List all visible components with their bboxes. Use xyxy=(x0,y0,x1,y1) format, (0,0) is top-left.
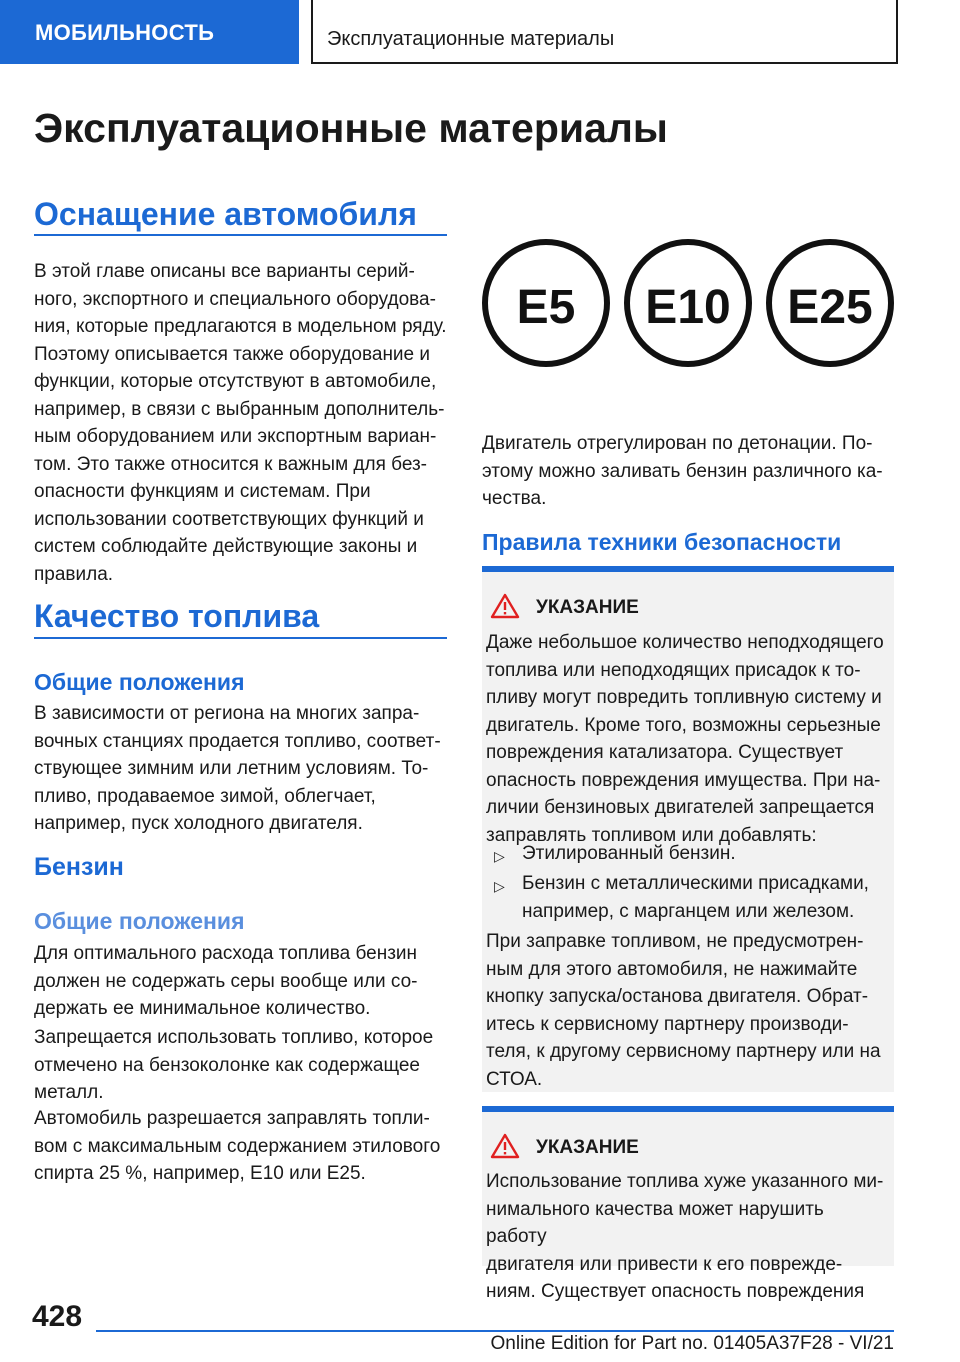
fuel-sign-e10: E10 xyxy=(624,239,752,367)
warning-triangle-icon xyxy=(490,1132,520,1160)
warning-box-1 xyxy=(482,566,894,1092)
bullet-marker: ▷ xyxy=(494,848,505,864)
breadcrumb-label: Эксплуатационные материалы xyxy=(327,28,615,50)
equipment-heading: Оснащение автомобиля xyxy=(34,196,417,232)
fuel-signs xyxy=(482,236,894,386)
fuel-sign-e25: E25 xyxy=(766,239,894,367)
petrol-text-1: Для оптимального расхода топлива бензин должен не содержать серы вообще или со- держать ее минимальное количество. xyxy=(34,943,418,1019)
petrol-text-3: Автомобиль разрешается заправлять топли- вом с максимальным содержанием этилового спирта 25 %, например, E10 или E25. xyxy=(34,1108,441,1184)
warning-text: Даже небольшое количество неподходящего топлива или неподходящих присадок к то- пливу могут повредить топливную систему и двигатель. Кроме того, возможны серьезные повреждения катализатора. Существует опасность повреждения имущества. При на- личии бензиновых двигателей запрещается заправлять топливом или добавлять: xyxy=(486,632,884,846)
bullet-item-2: Бензин с металлическими присадками, например, с марганцем или железом. xyxy=(522,873,869,922)
bullet-item-1: Этилированный бензин. xyxy=(522,843,736,864)
knock-text: Двигатель отрегулирован по детонации. По- этому можно заливать бензин различного ка- чества. xyxy=(482,433,883,509)
petrol-heading: Бензин xyxy=(34,853,124,881)
footer-rule xyxy=(96,1330,894,1332)
warning-box-2 xyxy=(482,1106,894,1302)
fuel-general-text: В зависимости от региона на многих запра- вочных станциях продается топливо, соответ- ствующее зимним или летним условиям. То- пливо, продаваемое зимой, облегчает, например, пуск холодного двигателя. xyxy=(34,703,441,834)
breadcrumb xyxy=(311,0,898,64)
petrol-text-2: Запрещается использовать топливо, которое отмечено на бензоколонке как содержащее металл. xyxy=(34,1027,434,1103)
equipment-rule xyxy=(34,234,447,236)
page-title: Эксплуатационные материалы xyxy=(34,105,668,151)
fuel-quality-rule xyxy=(34,637,447,639)
fuel-sign-e5: E5 xyxy=(482,239,610,367)
page-number: 428 xyxy=(32,1300,83,1333)
warning-text-after: При заправке топливом, не предусмотрен- ным для этого автомобиля, не нажимайте кнопку запуска/останова двигателя. Обрат- итесь к сервисному партнеру производи- теля, к другому сервисному партнеру или на СТОА. xyxy=(486,931,881,1090)
petrol-general-heading: Общие положения xyxy=(34,908,245,934)
fuel-general-heading: Общие положения xyxy=(34,669,245,695)
fuel-quality-heading: Качество топлива xyxy=(34,598,320,634)
bullet-marker: ▷ xyxy=(494,878,505,894)
warning-title: УКАЗАНИЕ xyxy=(536,597,639,618)
edition-label: Online Edition for Part no. 01405A37F28 - VI/21 xyxy=(490,1333,894,1354)
warning-title: УКАЗАНИЕ xyxy=(536,1137,639,1158)
equipment-text: В этой главе описаны все варианты серий- ного, экспортного и специального оборудова- ния, которые предлагаются в модельном ряду. Поэтому описывается также оборудование и функции, которые отсутствуют в автомобиле, например, в связи с выбранным дополнитель- ным оборудованием или экспортным вариан- том. Это также относится к важным для без- опасности функциям и системам. При использовании соответствующих функций и систем соблюдайте действующие законы и правила. xyxy=(34,261,447,585)
section-tab-label: МОБИЛЬНОСТЬ xyxy=(35,20,215,45)
warning-triangle-icon xyxy=(490,592,520,620)
safety-heading: Правила техники безопасности xyxy=(482,529,842,555)
section-tab[interactable] xyxy=(0,0,299,64)
warning-text: Использование топлива хуже указанного ми- нимального качества может нарушить работу двигателя или привести к его поврежде- ниям. Существует опасность повреждения xyxy=(486,1171,884,1302)
